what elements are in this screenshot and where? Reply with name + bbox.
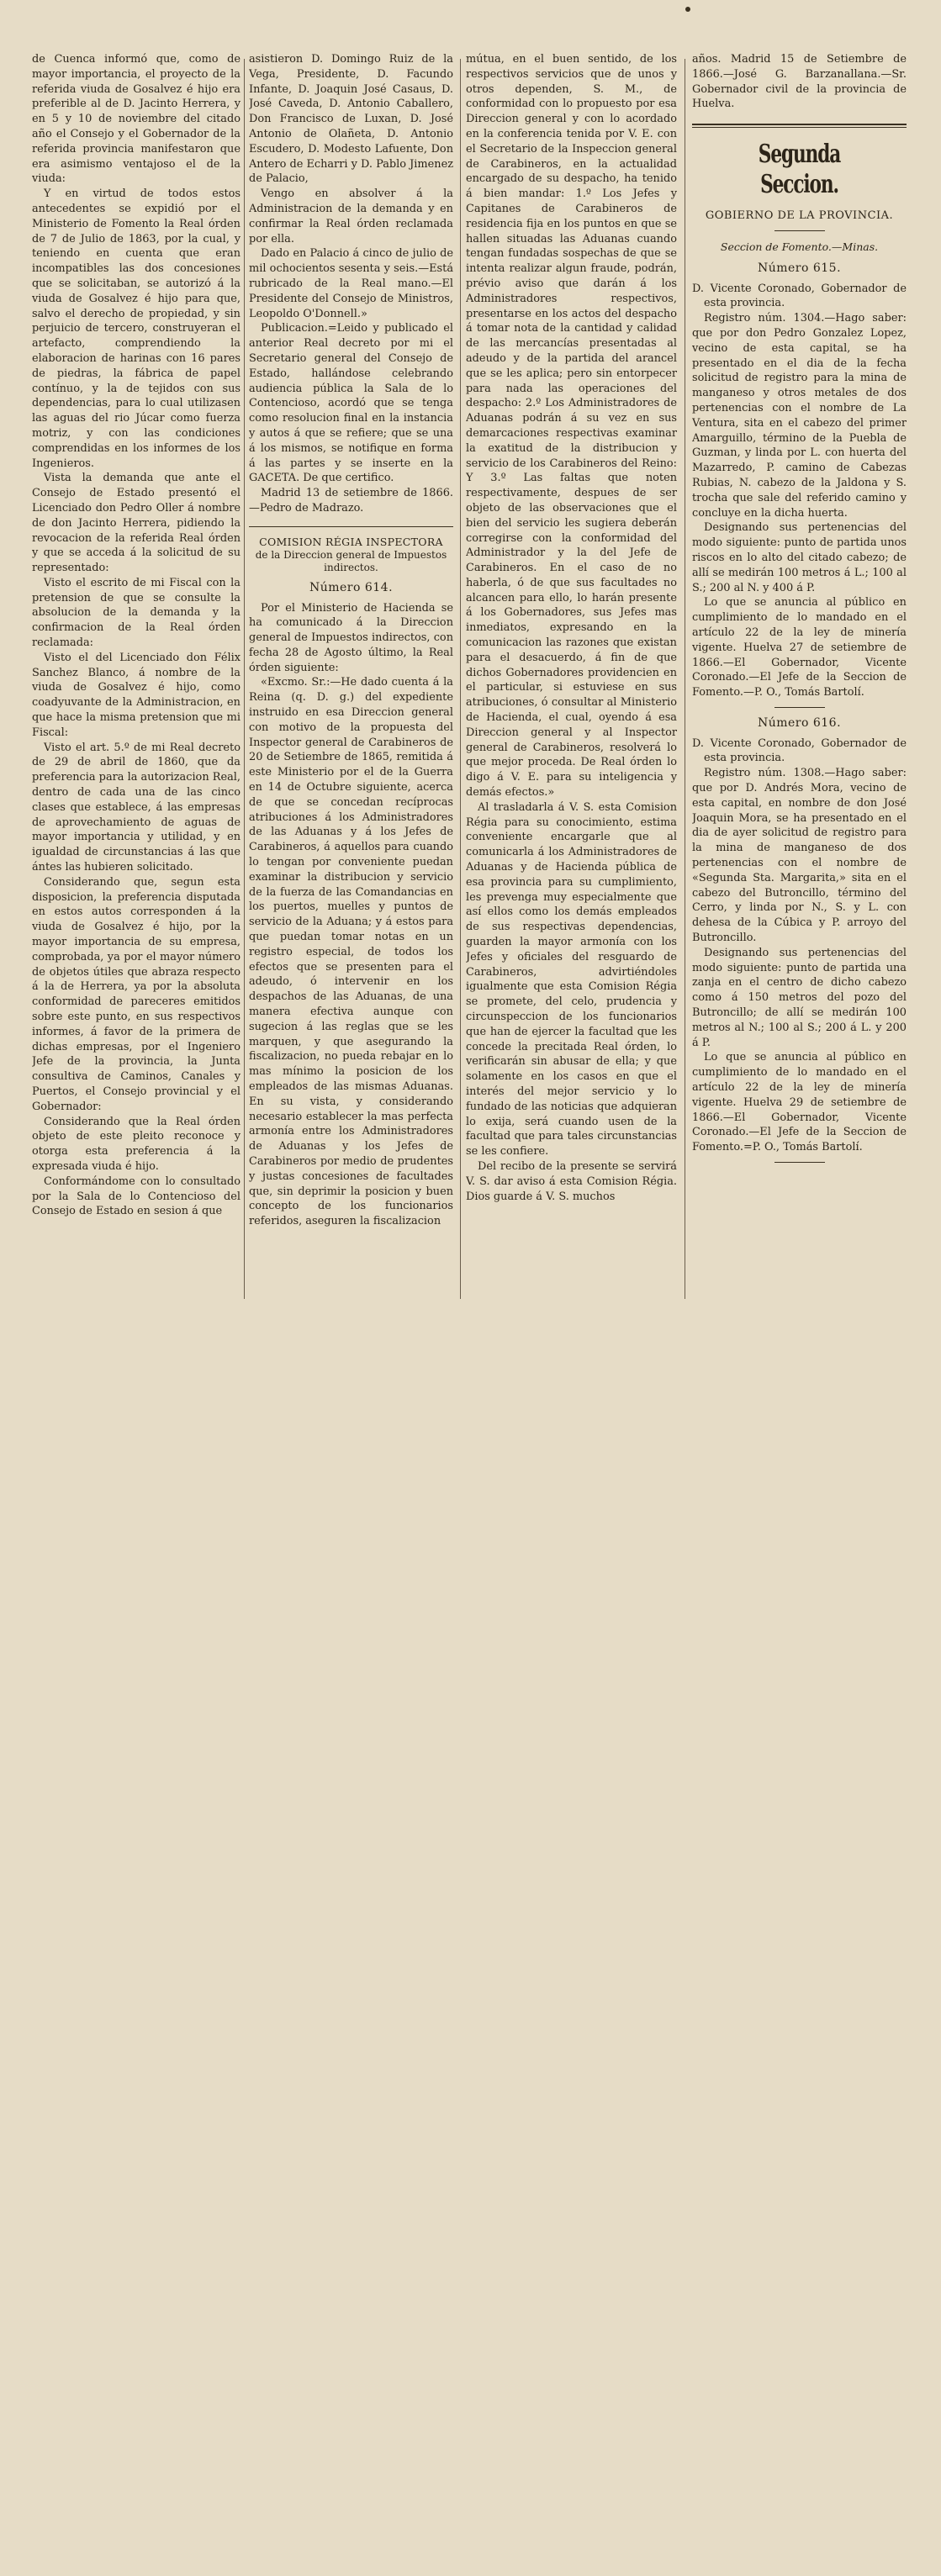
paragraph: Designando sus pertenencias del modo siguiente: punto de partida unos riscos en lo alto del citado cabezo; de allí se medirán 100 metros á L.; 100 al S.; 200 al N. y 400 á P. xyxy=(692,521,907,594)
paragraph: Lo que se anuncia al público en cumplimiento de lo mandado en el artículo 22 de la ley de minería vigente. Huelva 29 de setiembre de 1866.—El Gobernador, Vicente Coronado.—El Jefe de la Seccion de Fomento.=P. O., Tomás Bartolí. xyxy=(692,1051,907,1154)
ink-speck xyxy=(685,7,690,12)
section-heading: GOBIERNO DE LA PROVINCIA. xyxy=(705,209,894,223)
section-subheading: de la Direccion general de Impuestos indirectos. xyxy=(255,548,447,573)
entry-number: Número 616. xyxy=(757,715,842,730)
governor-line: D. Vicente Coronado, Gobernador de esta provincia. xyxy=(692,736,907,765)
paragraph: Conformándome con lo consultado por la Sala de lo Contencioso del Consejo de Estado en sesion á que xyxy=(32,1175,241,1218)
section-subheading: Seccion de Fomento.—Minas. xyxy=(720,240,879,253)
entry-number: Número 614. xyxy=(309,580,394,594)
newspaper-page xyxy=(32,52,907,1296)
column-1 xyxy=(32,52,241,1296)
paragraph: Del recibo de la presente se servirá V. S. dar aviso á esta Comision Régia. Dios guarde á V. S. muchos xyxy=(466,1159,677,1203)
short-divider xyxy=(774,707,825,708)
governor-line: D. Vicente Coronado, Gobernador de esta provincia. xyxy=(692,282,907,310)
paragraph: Considerando que, segun esta disposicion, la preferencia disputada en estos autos corresponden á la viuda de Gosalvez é hijo, por la mayor importancia de su empresa, comprobada, ya por el mayor número de objetos útiles que abraza respecto á la de Herrera, ya por la absoluta conformidad de pareceres emitidos sobre este punto, en sus respectivos informes, á favor de la primera de dichas empresas, por el Ingeniero Jefe de la provincia, la Junta consultiva de Caminos, Canales y Puertos, el Consejo provincial y el Gobernador: xyxy=(32,875,241,1113)
paragraph: Vengo en absolver á la Administracion de la demanda y en confirmar la Real órden reclamada por ella. xyxy=(249,187,453,245)
paragraph: mútua, en el buen sentido, de los respectivos servicios que de unos y otros dependen, S. M., de conformidad con lo propuesto por esa Direccion general y con lo acordado en la conferencia tenida por V. E. con el Secretario de la Inspeccion general de Carabineros, en la actualidad encargado de su despacho, ha tenido á bien mandar: 1.º Los Jefes y Capitanes de Carabineros de residencia fija en los puntos en que se hallen situadas las Aduanas cuando tengan fundadas sospechas de que se intenta realizar algun fraude, podrán, prévio aviso que darán á los Administradores respectivos, presentarse en los actos del despacho á tomar nota de la cantidad y calidad de las mercancías presentadas al adeudo y de la partida del arancel que se les aplica; pero sin entorpecer para nada las operaciones del despacho: 2.º Los Administradores de Aduanas podrán á su vez en sus demarcaciones respectivas examinar la exatitud de la distribucion y servicio de los Carabineros del Reino: Y 3.º Las faltas que noten respectivamente, despues de ser objeto de las observaciones que el bien del servicio les sugiera deberán corregirse con la conformidad del Administrador y la del Jefe de Carabineros. En el caso de no haberla, ó de que sus facultades no alcancen para ello, lo harán presente á los Gobernadores, sus Jefes mas inmediatos, expresando en la comunicacion las razones que existan para el desacuerdo, á fin de que dichos Gobernadores providencien en el particular, si estuviese en sus atribuciones, ó consultar al Ministerio de Hacienda, el cual, oyendo á esa Direccion general y al Inspector general de Carabineros, resolverá lo que mejor proceda. De Real órden lo digo á V. E. para su inteligencia y demás efectos.» xyxy=(466,53,677,800)
paragraph: Y en virtud de todos estos antecedentes se expidió por el Ministerio de Fomento la Real órden de 7 de Julio de 1863, por la cual, y teniendo en cuenta que eran incompatibles las dos concesiones que se solicitaban, se autorizó á la viuda de Gosalvez é hijo para que, salvo el derecho de propiedad, y sin perjuicio de tercero, construyeran el artefacto, comprendiendo la elaboracion de harinas con 16 pares de piedras, la fábrica de papel contínuo, y la de tejidos con sus dependencias, para lo cual utilizasen las aguas del rio Júcar como fuerza motriz, y con las condiciones comprendidas en los informes de los Ingenieros. xyxy=(32,187,241,470)
section-title: Segunda Seccion. xyxy=(758,140,841,200)
paragraph: Considerando que la Real órden objeto de este pleito reconoce y otorga esta preferencia á la expresada viuda é hijo. xyxy=(32,1115,241,1173)
column-4 xyxy=(692,52,907,1296)
paragraph: Publicacion.=Leido y publicado el anterior Real decreto por mi el Secretario general del Consejo de Estado, hallándose celebrando audiencia pública la Sala de lo Contencioso, acordó que se tenga como resolucion final en la instancia y autos á que se refiere; que se una á los mismos, se notifique en forma á las partes y se inserte en la GACETA. De que certifico. xyxy=(249,322,453,485)
paragraph: Registro núm. 1308.—Hago saber: que por D. Andrés Mora, vecino de esta capital, en nombre de don José Joaquin Mora, se ha presentado en el dia de ayer solicitud de registro para la mina de manganeso de dos pertenencias con el nombre de «Segunda Sta. Margarita,» sita en el cabezo del Butroncillo, término del Cerro, y linda por N., S. y L. con dehesa de la Cúbica y P. arroyo del Butroncillo. xyxy=(692,767,907,945)
paragraph: Registro núm. 1304.—Hago saber: que por don Pedro Gonzalez Lopez, vecino de esta capital, se ha presentado en el dia de la fecha solicitud de registro para la mina de manganeso y otros metales de dos pertenencias con el nombre de La Ventura, sita en el cabezo del primer Amarguillo, término de la Puebla de Guzman, y linda por L. con huerta del Mazarredo, P. camino de Cabezas Rubias, N. cabezo de la Jaldona y S. trocha que sale del referido camino y concluye en la dicha huerta. xyxy=(692,312,907,520)
short-divider xyxy=(774,1162,825,1163)
paragraph: Visto el escrito de mi Fiscal con la pretension de que se consulte la absolucion de la demanda y la confirmacion de la Real órden reclamada: xyxy=(32,576,241,650)
paragraph: Dado en Palacio á cinco de julio de mil ochocientos sesenta y seis.—Está rubricado de la Real mano.—El Presidente del Consejo de Ministros, Leopoldo O'Donnell.» xyxy=(249,247,453,320)
paragraph: Al trasladarla á V. S. esta Comision Régia para su conocimiento, estima conveniente encargarle que al comunicarla á los Administradores de Aduanas y de Hacienda pública de esa provincia para su cumplimiento, les prevenga muy especialmente que así ellos como los demás empleados de sus respectivas dependencias, guarden la mayor armonía con los Jefes y oficiales del resguardo de Carabineros, advirtiéndoles igualmente que esta Comision Régia se promete, del celo, prudencia y circunspeccion de los funcionarios que han de ejercer la facultad que les concede la precitada Real órden, lo verificarán sin abusar de ella; y que solamente en los casos en que el interés del mejor servicio y lo fundado de las noticias que adquieran lo exija, será cuando usen de la facultad que para tales circunstancias se les confiere. xyxy=(466,800,677,1159)
column-rule xyxy=(460,59,461,1299)
paragraph: Visto el art. 5.º de mi Real decreto de 29 de abril de 1860, que da preferencia para la autorizacion Real, dentro de cada una de las cinco clases que establece, á las empresas de aprovechamiento de aguas de mayor importancia y utilidad, y en igualdad de circunstancias á las que ántes las hubieren solicitado. xyxy=(32,741,241,874)
column-rule xyxy=(244,59,245,1299)
paragraph: años. Madrid 15 de Setiembre de 1866.—José G. Barzanallana.—Sr. Gobernador civil de la provincia de Huelva. xyxy=(692,53,907,111)
paragraph: Madrid 13 de setiembre de 1866.—Pedro de Madrazo. xyxy=(249,487,453,515)
archive-watermark xyxy=(589,1261,841,1320)
paragraph: «Excmo. Sr.:—He dado cuenta á la Reina (q. D. g.) del expediente instruido en esa Direccion general con motivo de la propuesta del Inspector general de Carabineros de 20 de Setiembre de 1865, remitida á este Ministerio por el de la Guerra en 14 de Octubre siguiente, acerca de que se concedan recíprocas atribuciones á los Administradores de las Aduanas y á los Jefes de Carabineros, á aquellos para cuando lo tengan por conveniente puedan examinar la distribucion y servicio de la fuerza de las Comandancias en los puertos, muelles y puntos de servicio de la Aduana; y á estos para que puedan tomar notas en un registro especial, de todos los efectos que se presenten para el adeudo, ó intervenir en los despachos de las Aduanas, de una manera efectiva aunque con sugecion á las reglas que se les marquen, y que asegurando la fiscalizacion, no pueda rebajar en lo mas mínimo la posicion de los empleados de las mismas Aduanas. En su vista, y considerando necesario establecer la mas perfecta armonía entre los Administradores de Aduanas y los Jefes de Carabineros por medio de prudentes y justas concesiones de facultades que, sin deprimir la posicion y buen concepto de los funcionarios referidos, aseguren la fiscalizacion xyxy=(249,676,453,1228)
entry-number: Número 615. xyxy=(757,261,842,275)
paragraph: Vista la demanda que ante el Consejo de Estado presentó el Licenciado don Pedro Oller á nombre de don Jacinto Herrera, pidiendo la revocacion de la referida Real órden y que se acceda á la solicitud de su representado: xyxy=(32,472,241,575)
section-divider xyxy=(249,526,453,527)
section-divider xyxy=(692,124,907,128)
paragraph: Visto el del Licenciado don Félix Sanchez Blanco, á nombre de la viuda de Gosalvez é hijo, como coadyuvante de la Administracion, en que hace la misma pretension que mi Fiscal: xyxy=(32,651,241,739)
paragraph: de Cuenca informó que, como de mayor importancia, el proyecto de la referida viuda de Gosalvez é hijo era preferible al de D. Jacinto Herrera, y en 5 y 10 de noviembre del citado año el Consejo y el Gobernador de la referida provincia manifestaron que era asimismo ventajoso el de la viuda: xyxy=(32,53,241,186)
paragraph: asistieron D. Domingo Ruiz de la Vega, Presidente, D. Facundo Infante, D. Joaquin José Casaus, D. José Caveda, D. Antonio Caballero, Don Francisco de Luxan, D. José Antonio de Olañeta, D. Antonio Escudero, D. Modesto Lafuente, Don Antero de Echarri y D. Pablo Jimenez de Palacio, xyxy=(249,53,453,186)
paragraph: Lo que se anuncia al público en cumplimiento de lo mandado en el artículo 22 de la ley de minería vigente. Huelva 27 de setiembre de 1866.—El Gobernador, Vicente Coronado.—El Jefe de la Seccion de Fomento.—P. O., Tomás Bartolí. xyxy=(692,596,907,699)
column-3 xyxy=(466,52,677,1296)
short-divider xyxy=(774,230,825,231)
column-2 xyxy=(249,52,453,1296)
paragraph: Designando sus pertenencias del modo siguiente: punto de partida una zanja en el centro de dicho cabezo como á 150 metros del pozo del Butroncillo; de allí se medirán 100 metros al N.; 100 al S.; 200 á L. y 200 á P. xyxy=(692,946,907,1049)
section-heading: COMISION RÉGIA INSPECTORA xyxy=(259,535,443,548)
paragraph: Por el Ministerio de Hacienda se ha comunicado á la Direccion general de Impuestos indirectos, con fecha 28 de Agosto último, la Real órden siguiente: xyxy=(249,601,453,674)
